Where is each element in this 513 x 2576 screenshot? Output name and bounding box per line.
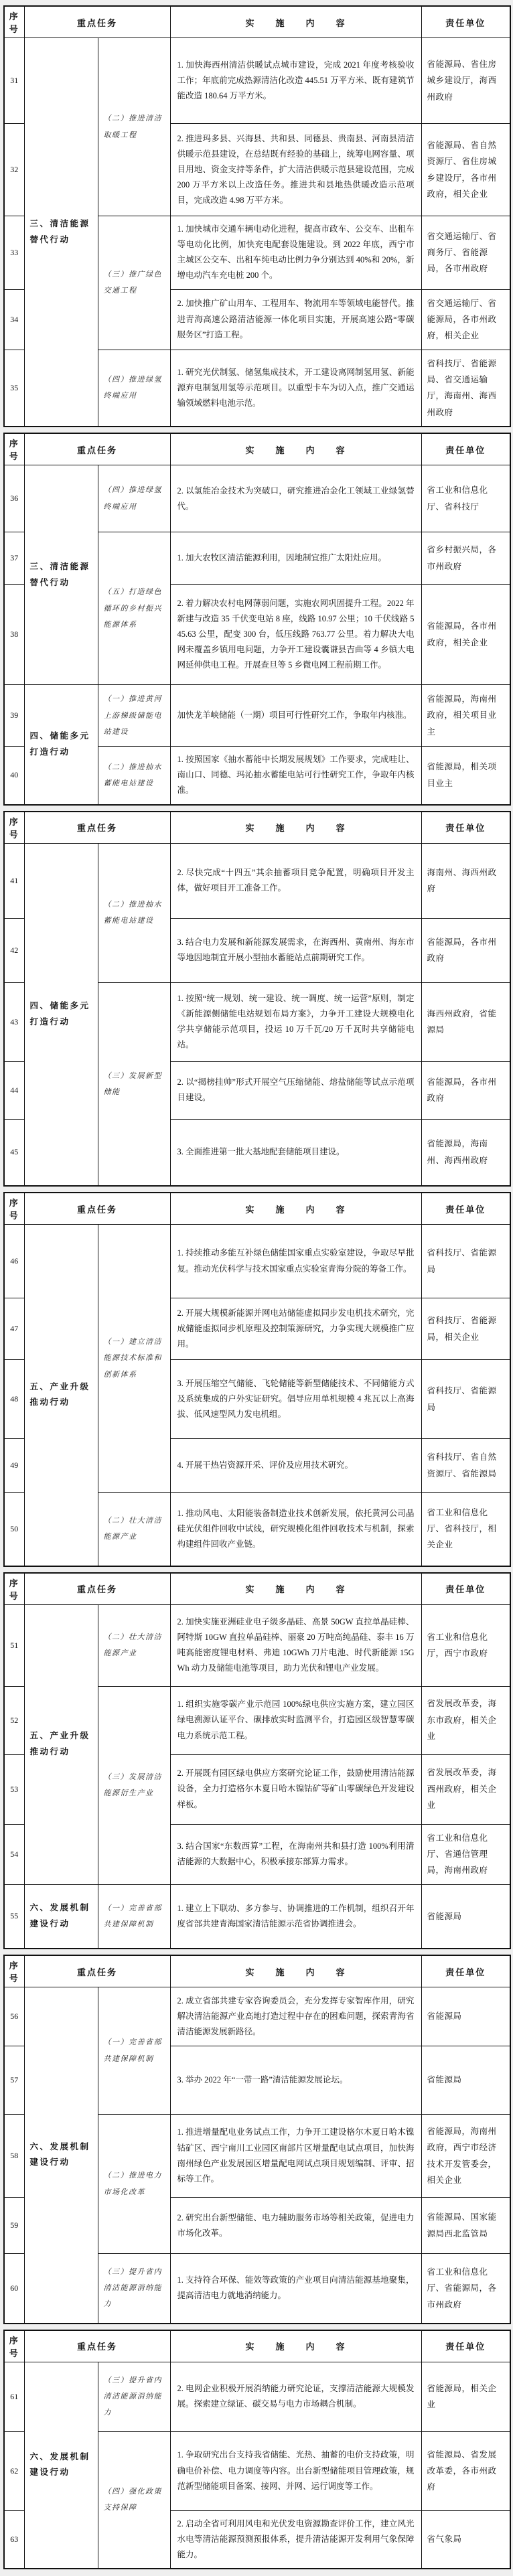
resp-cell: 省能源局，相关项目业主 — [421, 747, 510, 805]
col-header-content: 实 施 内 容 — [170, 1193, 421, 1225]
resp-cell: 省能源局，海南州政府，西宁市经济技术开发管委会，相关企业 — [421, 2115, 510, 2198]
table-header-row — [4, 812, 510, 844]
col-header-no: 序号 — [4, 433, 24, 465]
content-cell: 1. 建立上下联动、多方参与、协调推进的工作机制，组织召开年度省部共建青海国家清洁能源示范省协调推进会。 — [170, 1884, 421, 1949]
subtask-cell: （二）推进抽水蓄能电站建设 — [98, 747, 170, 805]
col-header-resp: 责任单位 — [421, 812, 510, 844]
table-header-row — [4, 433, 510, 465]
content-cell: 2. 研究出台新型储能、电力辅助服务市场等相关政策，促进电力市场化改革。 — [170, 2198, 421, 2254]
content-cell: 1. 持续推动多能互补绿色储能国家重点实验室建设，争取尽早批复。推动光伏科学与技术国家重点实验室青海分院的筹备工作。 — [170, 1225, 421, 1298]
row-number: 36 — [4, 465, 24, 532]
resp-cell: 省能源局，海南州、海西州政府 — [421, 1119, 510, 1186]
col-header-task: 重点任务 — [24, 1955, 170, 1987]
resp-cell: 省能源局，海南州政府，相关项目业主 — [421, 685, 510, 747]
row-number: 52 — [4, 1686, 24, 1754]
content-cell: 3. 结合电力发展和新能源发展需求，在海西州、黄南州、海东市等地因地制宜开展小型抽水蓄能站点前期研究工作。 — [170, 918, 421, 982]
content-cell: 2. 加快实施亚洲硅业电子级多晶硅、高景 50GW 直拉单晶硅棒、阿特斯 10GW 直拉单晶硅棒、丽豪 20 万吨高纯晶硅、泰丰 16 万吨高能密度锂电材料、弗迪 10GWh 刀片电池、时代新能源 15GWh 动力及储能电池等项目，助力光伏和锂电产业发展。 — [170, 1604, 421, 1686]
resp-cell: 省能源局，各市州政府，相关企业 — [421, 585, 510, 685]
row-number: 60 — [4, 2254, 24, 2324]
resp-cell: 省能源局、国家能源局西北监管局 — [421, 2198, 510, 2254]
category-cell: 六、发展机制建设行动 — [24, 2362, 98, 2569]
table-row — [4, 2362, 510, 2431]
table-row — [4, 1884, 510, 1949]
resp-cell: 省能源局，相关企业 — [421, 2362, 510, 2431]
row-number: 63 — [4, 2510, 24, 2569]
table-header-row — [4, 2330, 510, 2362]
col-header-content: 实 施 内 容 — [170, 1573, 421, 1605]
content-cell: 2. 以“揭榜挂帅”形式开展空气压缩储能、熔盐储能等试点示范项目建设。 — [170, 1061, 421, 1119]
resp-cell: 省科技厅、省能源局 — [421, 1360, 510, 1439]
subtask-cell: （四）强化政策支持保障 — [98, 2431, 170, 2569]
row-number: 56 — [4, 1987, 24, 2046]
row-number: 57 — [4, 2046, 24, 2115]
content-cell: 加快龙羊峡储能（一期）项目可行性研究工作，争取年内核准。 — [170, 685, 421, 747]
content-cell: 1. 争取研究出台支持我省储能、光热、抽蓄的电价支持政策，明确电价补偿、电力调度等内容。出台新型储能项目管理政策，规范新型储能项目备案、接网、并网、运行调度等工作。 — [170, 2431, 421, 2510]
resp-cell: 省能源局，各市州政府 — [421, 918, 510, 982]
subtask-cell: （一）建立清洁能源技术标准和创新体系 — [98, 1225, 170, 1493]
row-number: 49 — [4, 1439, 24, 1493]
col-header-task: 重点任务 — [24, 1573, 170, 1605]
row-number: 44 — [4, 1061, 24, 1119]
subtask-cell: （四）推进绿氢终端应用 — [98, 465, 170, 532]
resp-cell: 海南州、海西州政府 — [421, 843, 510, 918]
subtask-cell: （一）完善省部共建保障机制 — [98, 1987, 170, 2115]
content-cell: 2. 着力解决农村电网薄弱问题，实施农网巩固提升工程。2022 年新建与改造 35 千伏变电站 8 座，线路 10.97 公里；10 千伏线路 545.63 公里，配变 300 台，低压线路 763.77 公里。着力解决大电网未覆盖乡镇用电问题，力争开工建设囊谦县吉曲等 4 乡镇大电网延伸供电工程。开展查旦等 5 乡微电网工程前期工作。 — [170, 585, 421, 685]
content-cell: 2. 开展既有园区绿电供应方案研究论证工作，鼓励使用清洁能源设备，全力打造格尔木夏日哈木镍钴矿等矿山零碳绿色开发建设样板。 — [170, 1754, 421, 1824]
content-cell: 1. 组织实施零碳产业示范园 100%绿电供应实施方案，建立园区绿电溯源认证平台、碳排放实时监测平台，打造园区级智慧零碳电力系统示范工程。 — [170, 1686, 421, 1754]
row-number: 40 — [4, 747, 24, 805]
task-table-segment-6 — [3, 1955, 511, 2324]
subtask-cell: （二）推进电力市场化改革 — [98, 2115, 170, 2254]
row-number: 39 — [4, 685, 24, 747]
resp-cell: 省科技厅、省能源局 — [421, 1225, 510, 1298]
resp-cell: 省科技厅、省自然资源厅、省能源局 — [421, 1439, 510, 1493]
col-header-task: 重点任务 — [24, 1193, 170, 1225]
content-cell: 3. 结合国家“东数西算”工程，在海南州共和县打造 100%利用清洁能源的大数据中心，积极承接东部算力需求。 — [170, 1824, 421, 1884]
col-header-resp: 责任单位 — [421, 6, 510, 38]
subtask-cell: （二）推进抽水蓄能电站建设 — [98, 843, 170, 982]
col-header-resp: 责任单位 — [421, 1573, 510, 1605]
resp-cell: 省能源局 — [421, 1884, 510, 1949]
row-number: 32 — [4, 124, 24, 216]
resp-cell: 省科技厅、省能源局，相关企业 — [421, 1298, 510, 1360]
resp-cell: 省能源局 — [421, 1987, 510, 2046]
subtask-cell: （二）推进清洁取暖工程 — [98, 38, 170, 216]
category-cell: 六、发展机制建设行动 — [24, 1987, 98, 2324]
col-header-resp: 责任单位 — [421, 1193, 510, 1225]
row-number: 50 — [4, 1493, 24, 1566]
row-number: 48 — [4, 1360, 24, 1439]
row-number: 41 — [4, 843, 24, 918]
task-table-segment-5 — [3, 1572, 511, 1950]
content-cell: 1. 支持符合环保、能效等政策的产业项目向清洁能源基地聚集，提高清洁电力就地消纳能力。 — [170, 2254, 421, 2324]
col-header-task: 重点任务 — [24, 433, 170, 465]
category-cell: 三、清洁能源替代行动 — [24, 38, 98, 427]
resp-cell: 海西州政府，省能源局 — [421, 982, 510, 1061]
content-cell: 2. 成立省部共建专家咨询委员会，充分发挥专家智库作用，研究解决清洁能源产业高地打造过程中存在的困难问题，探索青海省清洁能源发展新路径。 — [170, 1987, 421, 2046]
resp-cell: 省科技厅、省能源局、省交通运输厅，海南州、海西州政府 — [421, 350, 510, 427]
resp-cell: 省发展改革委，海西州政府，相关企业 — [421, 1754, 510, 1824]
row-number: 46 — [4, 1225, 24, 1298]
row-number: 38 — [4, 585, 24, 685]
row-number: 34 — [4, 289, 24, 350]
content-cell: 1. 按照“统一规划、统一建设、统一调度、统一运营”原则，制定《新能源侧储能电站规划布局方案》，力争开工建设大规模电化学共享储能示范项目，投运 10 万千瓦/20 万千瓦时共享储能电站。 — [170, 982, 421, 1061]
subtask-cell: （二）壮大清洁能源产业 — [98, 1604, 170, 1686]
resp-cell: 省能源局、省自然资源厅、省住房城乡建设厅，各市州政府，相关企业 — [421, 124, 510, 216]
task-table-segment-2 — [3, 433, 511, 805]
category-cell: 五、产业升级推动行动 — [24, 1604, 98, 1884]
content-cell: 1. 加快海西州清洁供暖试点城市建设，完成 2021 年度考核验收工作；年底前完成热源清洁化改造 445.51 万平方米、既有建筑节能改造 180.64 万平方米。 — [170, 38, 421, 124]
resp-cell: 省工业和信息化厅、省科技厅 — [421, 465, 510, 532]
row-number: 33 — [4, 216, 24, 290]
content-cell: 1. 加快城市交通车辆电动化进程，提高市政车、公交车、出租车等电动化比例，加快充电配套设施建设。到 2022 年底，西宁市主城区公交车、出租车纯电动比例力争分别达到 40%和 20%，新增电动汽车充电桩 200 个。 — [170, 216, 421, 290]
col-header-task: 重点任务 — [24, 6, 170, 38]
row-number: 45 — [4, 1119, 24, 1186]
subtask-cell: （三）发展新型储能 — [98, 982, 170, 1186]
table-row — [4, 685, 510, 747]
row-number: 55 — [4, 1884, 24, 1949]
col-header-resp: 责任单位 — [421, 2330, 510, 2362]
content-cell: 1. 按照国家《抽水蓄能中长期发展规划》工作要求，完成哇让、南山口、同德、玛沁抽水蓄能电站可行性研究工作，争取年内核准。 — [170, 747, 421, 805]
col-header-no: 序号 — [4, 1955, 24, 1987]
subtask-cell: （一）推进黄河上游梯级储能电站建设 — [98, 685, 170, 747]
resp-cell: 省工业和信息化厅，西宁市政府 — [421, 1604, 510, 1686]
col-header-content: 实 施 内 容 — [170, 2330, 421, 2362]
table-row — [4, 1987, 510, 2046]
content-cell: 2. 开展大规模新能源并网电站储能虚拟同步发电机技术研究，完成储能虚拟同步机原理及控制策源研究，力争实现大规模推广应用。 — [170, 1298, 421, 1360]
resp-cell: 省能源局 — [421, 2046, 510, 2115]
content-cell: 3. 举办 2022 年“一带一路”清洁能源发展论坛。 — [170, 2046, 421, 2115]
resp-cell: 省乡村振兴局，各市州政府 — [421, 532, 510, 585]
resp-cell: 省发展改革委，海东市政府，相关企业 — [421, 1686, 510, 1754]
row-number: 58 — [4, 2115, 24, 2198]
table-row — [4, 38, 510, 124]
resp-cell: 省交通运输厅、省能源局，各市州政府，相关企业 — [421, 289, 510, 350]
resp-cell: 省能源局、省发展改革委，各市州政府 — [421, 2431, 510, 2510]
table-row — [4, 465, 510, 532]
row-number: 53 — [4, 1754, 24, 1824]
row-number: 62 — [4, 2431, 24, 2510]
task-table-segment-1 — [3, 5, 511, 427]
col-header-task: 重点任务 — [24, 812, 170, 844]
resp-cell: 省能源局、省住房城乡建设厅，海西州政府 — [421, 38, 510, 124]
content-cell: 2. 加快推广矿山用车、工程用车、物流用车等领域电能替代。推进青海高速公路清洁能源一体化项目实施，开展高速公路“零碳服务区”打造工程。 — [170, 289, 421, 350]
row-number: 54 — [4, 1824, 24, 1884]
col-header-no: 序号 — [4, 1573, 24, 1605]
content-cell: 1. 加大农牧区清洁能源利用，因地制宜推广太阳灶应用。 — [170, 532, 421, 585]
row-number: 43 — [4, 982, 24, 1061]
content-cell: 2. 推进玛多县、兴海县、共和县、同德县、贵南县、河南县清洁供暖示范县建设，在总结既有经验的基础上，统筹电网容量、项目用地、资金支持等条件，扩大清洁供暖示范县建设范围，完成 200 万平方米以上改造任务。推进共和县地热供暖改造示范项目，完成改造 4.98 万平方米。 — [170, 124, 421, 216]
content-cell: 2. 电网企业积极开展消纳能力研究论证，支撑清洁能源大规模发展。探索建立绿证、碳交易与电力市场耦合机制。 — [170, 2362, 421, 2431]
col-header-no: 序号 — [4, 812, 24, 844]
category-cell: 六、发展机制建设行动 — [24, 1884, 98, 1949]
content-cell: 3. 开展压缩空气储能、飞轮储能等新型储能技术、不同储能方式及系统集成的户外实证研究。倡导应用单机规模 4 兆瓦以上高海拔、低风速型风力发电机组。 — [170, 1360, 421, 1439]
row-number: 37 — [4, 532, 24, 585]
table-row — [4, 1604, 510, 1686]
row-number: 47 — [4, 1298, 24, 1360]
category-cell: 五、产业升级推动行动 — [24, 1225, 98, 1566]
resp-cell: 省交通运输厅、省商务厅、省能源局，各市州政府 — [421, 216, 510, 290]
row-number: 35 — [4, 350, 24, 427]
resp-cell: 省工业和信息化厅、省科技厅，相关企业 — [421, 1493, 510, 1566]
table-header-row — [4, 6, 510, 38]
subtask-cell: （三）提升省内清洁能源消纳能力 — [98, 2362, 170, 2431]
resp-cell: 省气象局 — [421, 2510, 510, 2569]
content-cell: 1. 推动风电、太阳能装备制造业技术创新发展，依托黄河公司晶硅光伏组件回收中试线，研究规模化组件回收技术与机制，探索构建组件回收产业链。 — [170, 1493, 421, 1566]
row-number: 59 — [4, 2198, 24, 2254]
subtask-cell: （一）完善省部共建保障机制 — [98, 1884, 170, 1949]
col-header-task: 重点任务 — [24, 2330, 170, 2362]
row-number: 61 — [4, 2362, 24, 2431]
table-header-row — [4, 1573, 510, 1605]
col-header-resp: 责任单位 — [421, 433, 510, 465]
table-row — [4, 1225, 510, 1298]
content-cell: 4. 开展干热岩资源开采、评价及应用技术研究。 — [170, 1439, 421, 1493]
subtask-cell: （三）提升省内清洁能源消纳能力 — [98, 2254, 170, 2324]
content-cell: 1. 推进增量配电业务试点工作，力争开工建设格尔木夏日哈木镍钴矿区、西宁南川工业园区南部片区增量配电试点项目，加快海南州绿色产业发展园区增量配电网试点项目规划编制、评审、招标等工作。 — [170, 2115, 421, 2198]
content-cell: 2. 启动全省可利用风电和光伏发电资源勘查评价工作，建立风光水电等清洁能源预测预报体系，提升清洁能源开发利用气象保障能力。 — [170, 2510, 421, 2569]
content-cell: 2. 以氢能冶金技术为突破口，研究推进冶金化工领域工业绿氢替代。 — [170, 465, 421, 532]
table-header-row — [4, 1193, 510, 1225]
row-number: 42 — [4, 918, 24, 982]
content-cell: 1. 研究光伏制氢、储氢集成技术，开工建设离网制氢用氢、新能源弃电制氢用氢等示范项目。以重型卡车为切入点，推广交通运输领域燃料电池示范。 — [170, 350, 421, 427]
col-header-no: 序号 — [4, 1193, 24, 1225]
row-number: 51 — [4, 1604, 24, 1686]
category-cell: 三、清洁能源替代行动 — [24, 465, 98, 685]
subtask-cell: （五）打造绿色循环的乡村振兴能源体系 — [98, 532, 170, 685]
category-cell: 四、储能多元打造行动 — [24, 843, 98, 1186]
col-header-content: 实 施 内 容 — [170, 812, 421, 844]
content-cell: 3. 全面推进第一批大基地配套储能项目建设。 — [170, 1119, 421, 1186]
task-table-segment-4 — [3, 1192, 511, 1567]
task-table-segment-3 — [3, 811, 511, 1187]
col-header-content: 实 施 内 容 — [170, 1955, 421, 1987]
table-row — [4, 843, 510, 918]
col-header-resp: 责任单位 — [421, 1955, 510, 1987]
task-table-segment-7 — [3, 2330, 511, 2569]
row-number: 31 — [4, 38, 24, 124]
resp-cell: 省能源局，各市州政府 — [421, 1061, 510, 1119]
subtask-cell: （三）推广绿色交通工程 — [98, 216, 170, 350]
table-header-row — [4, 1955, 510, 1987]
col-header-content: 实 施 内 容 — [170, 433, 421, 465]
col-header-no: 序号 — [4, 6, 24, 38]
col-header-content: 实 施 内 容 — [170, 6, 421, 38]
resp-cell: 省工业和信息化厅、省能源局，各市州政府 — [421, 2254, 510, 2324]
subtask-cell: （四）推进绿氢终端应用 — [98, 350, 170, 427]
content-cell: 2. 尽快完成“十四五”其余抽蓄项目竞争配置，明确项目开发主体，做好项目开工准备工作。 — [170, 843, 421, 918]
category-cell: 四、储能多元打造行动 — [24, 685, 98, 805]
subtask-cell: （二）壮大清洁能源产业 — [98, 1493, 170, 1566]
resp-cell: 省工业和信息化厅、省通信管理局，海南州政府 — [421, 1824, 510, 1884]
subtask-cell: （三）发展清洁能源衍生产业 — [98, 1686, 170, 1884]
col-header-no: 序号 — [4, 2330, 24, 2362]
